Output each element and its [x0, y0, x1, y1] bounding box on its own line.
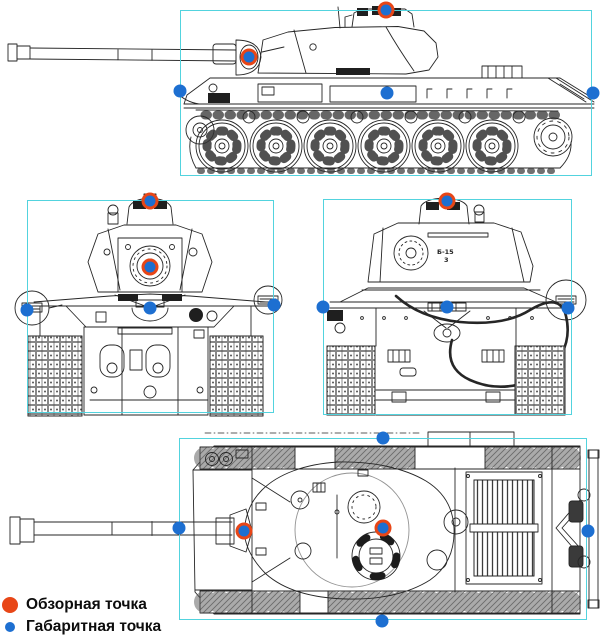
rear-turret-marking-2: 3: [444, 256, 449, 264]
legend-dimension-label: Габаритная точка: [26, 618, 162, 635]
dimension-point-icon: [5, 622, 15, 632]
legend-row-dimension: [0, 618, 161, 636]
observation-point-icon: [2, 597, 18, 613]
legend-row-observation: [0, 596, 147, 614]
rear-turret-marking: Б-15: [437, 248, 454, 256]
legend-observation-label: Обзорная точка: [26, 596, 147, 613]
